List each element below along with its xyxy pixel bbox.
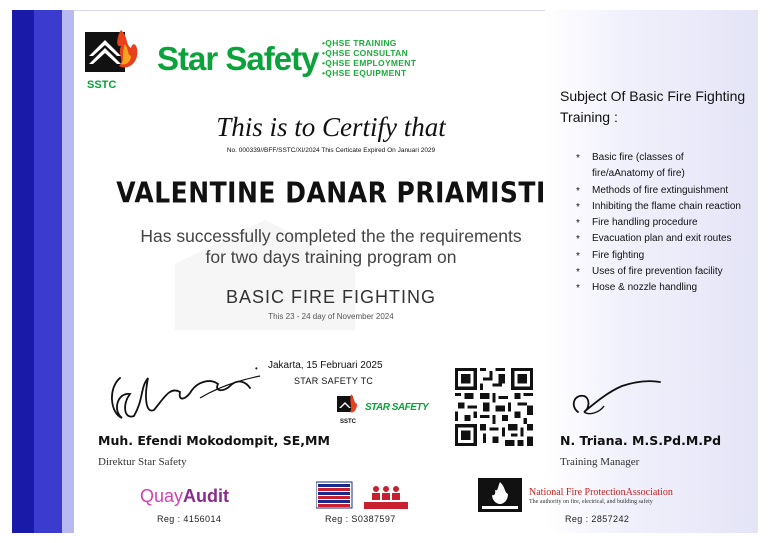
topic-item: * Hose & nozzle handling [576,280,741,296]
stamp-brand: STAR SAFETY [365,402,429,413]
left-band-light [62,10,74,533]
topics-list [576,150,741,297]
brand-name: Star Safety [157,40,319,77]
subject-title: Subject Of Basic Fire Fighting Training : [560,88,746,125]
stamp-mark: • [255,364,258,373]
certificate-number: No. 000339//BFF/SSTC/XI/2024 This Certicate Expired On Januari 2029 [226,147,436,154]
nfpa-registration: Reg : 2857242 [565,514,630,524]
service-item: • QHSE CONSULTAN [322,48,416,58]
manager-signature [560,372,670,427]
topic-item: * Fire handling procedure [576,215,741,231]
bsc-member-logo-icon [316,480,411,512]
service-item: • QHSE TRAINING [322,38,416,48]
service-item: • QHSE EQUIPMENT [322,68,416,78]
manager-role: Training Manager [560,456,640,468]
sstc-logo-icon [85,26,147,94]
topic-item: * Inhibiting the flame chain reaction [576,199,741,215]
topic-item: * Uses of fire prevention facility [576,264,741,280]
completion-text [120,226,542,268]
issuer-name: STAR SAFETY TC [294,376,374,386]
left-band-dark [12,10,34,533]
completion-line: Has successfully completed the the requirements [140,226,522,246]
topic-item: * Methods of fire extinguishment [576,183,741,199]
logo-label: SSTC [87,79,117,91]
director-name: Muh. Efendi Mokodompit, SE,MM [98,433,330,448]
quay-suffix: Audit [183,486,230,506]
left-band-mid [34,10,62,533]
certify-heading: This is to Certify that [216,112,446,142]
training-dates: This 23 - 24 day of November 2024 [268,312,394,321]
nfpa-logo-icon [478,478,522,512]
qr-code-icon [455,368,533,446]
manager-name: N. Triana. M.S.Pd.M.Pd [560,433,722,448]
quay-prefix: Quay [140,486,184,506]
topic-item: * Fire fighting [576,248,741,264]
topic-item: * Evacuation plan and exit routes [576,231,741,247]
completion-line: for two days training program on [205,247,457,267]
topic-item: * Basic fire (classes of fire/aAnatomy of fire) [576,150,741,183]
director-signature [100,358,280,433]
service-item: • QHSE EMPLOYMENT [322,58,416,68]
nfpa-tagline: The authority on fire, electrical, and building safety [529,499,653,505]
nfpa-name: National Fire ProtectionAssociation [529,487,673,498]
program-title: BASIC FIRE FIGHTING [225,287,436,307]
stamp-logo-icon [337,392,361,418]
director-role: Direktur Star Safety [98,456,187,468]
quayaudit-logo [140,486,229,507]
recipient-name: VALENTINE DANAR PRIAMISTI [116,175,546,210]
services-list [322,38,416,78]
stamp-label: SSTC [340,419,357,425]
issue-place-date: Jakarta, 15 Februari 2025 [268,360,383,371]
bsc-registration: Reg : S0387597 [325,514,396,524]
quay-registration: Reg : 4156014 [157,514,222,524]
